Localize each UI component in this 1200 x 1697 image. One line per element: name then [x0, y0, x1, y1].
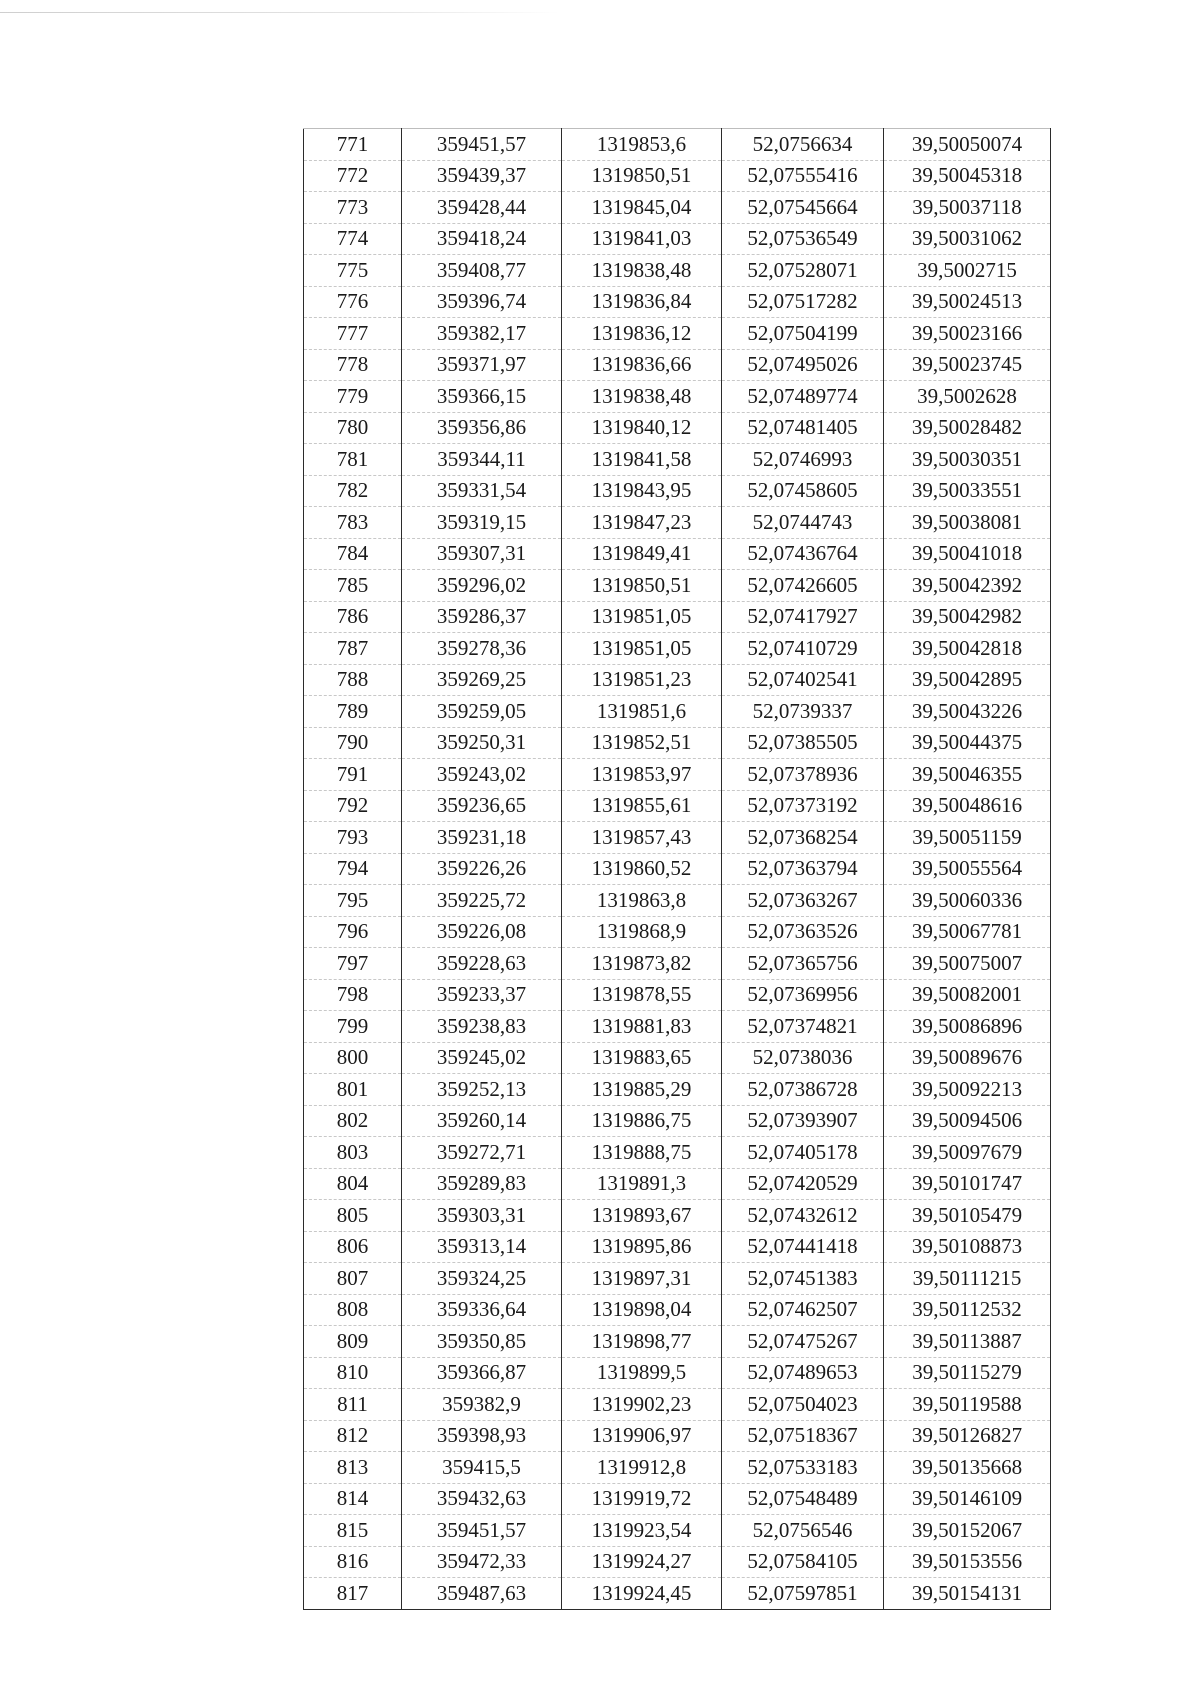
- longitude-cell: 39,50089676: [884, 1042, 1051, 1074]
- table-row: [304, 444, 1051, 476]
- latitude-cell: 52,07489774: [722, 381, 884, 413]
- x-coordinate-cell: 359356,86: [402, 412, 562, 444]
- point-number-cell: 797: [304, 948, 402, 980]
- longitude-cell: 39,50152067: [884, 1515, 1051, 1547]
- x-coordinate-cell: 359408,77: [402, 255, 562, 287]
- table-row: [304, 1452, 1051, 1484]
- x-coordinate-cell: 359344,11: [402, 444, 562, 476]
- x-coordinate-cell: 359319,15: [402, 507, 562, 539]
- point-number-cell: 783: [304, 507, 402, 539]
- latitude-cell: 52,0756634: [722, 129, 884, 161]
- point-number-cell: 814: [304, 1483, 402, 1515]
- x-coordinate-cell: 359382,17: [402, 318, 562, 350]
- longitude-cell: 39,50108873: [884, 1231, 1051, 1263]
- point-number-cell: 779: [304, 381, 402, 413]
- point-number-cell: 816: [304, 1546, 402, 1578]
- y-coordinate-cell: 1319893,67: [562, 1200, 722, 1232]
- table-row: [304, 1483, 1051, 1515]
- point-number-cell: 778: [304, 349, 402, 381]
- longitude-cell: 39,50041018: [884, 538, 1051, 570]
- latitude-cell: 52,07451383: [722, 1263, 884, 1295]
- point-number-cell: 815: [304, 1515, 402, 1547]
- longitude-cell: 39,50028482: [884, 412, 1051, 444]
- longitude-cell: 39,50023166: [884, 318, 1051, 350]
- longitude-cell: 39,50126827: [884, 1420, 1051, 1452]
- table-row: [304, 349, 1051, 381]
- coordinates-table: [303, 128, 1051, 1610]
- x-coordinate-cell: 359228,63: [402, 948, 562, 980]
- point-number-cell: 788: [304, 664, 402, 696]
- table-row: [304, 192, 1051, 224]
- table-row: [304, 538, 1051, 570]
- table-row: [304, 570, 1051, 602]
- x-coordinate-cell: 359238,83: [402, 1011, 562, 1043]
- point-number-cell: 798: [304, 979, 402, 1011]
- y-coordinate-cell: 1319841,58: [562, 444, 722, 476]
- x-coordinate-cell: 359451,57: [402, 1515, 562, 1547]
- x-coordinate-cell: 359371,97: [402, 349, 562, 381]
- latitude-cell: 52,0738036: [722, 1042, 884, 1074]
- point-number-cell: 793: [304, 822, 402, 854]
- y-coordinate-cell: 1319897,31: [562, 1263, 722, 1295]
- x-coordinate-cell: 359243,02: [402, 759, 562, 791]
- x-coordinate-cell: 359432,63: [402, 1483, 562, 1515]
- x-coordinate-cell: 359398,93: [402, 1420, 562, 1452]
- longitude-cell: 39,50115279: [884, 1357, 1051, 1389]
- table-row: [304, 916, 1051, 948]
- table-row: [304, 1357, 1051, 1389]
- latitude-cell: 52,07436764: [722, 538, 884, 570]
- y-coordinate-cell: 1319851,05: [562, 633, 722, 665]
- table-row: [304, 1200, 1051, 1232]
- x-coordinate-cell: 359250,31: [402, 727, 562, 759]
- longitude-cell: 39,50092213: [884, 1074, 1051, 1106]
- x-coordinate-cell: 359439,37: [402, 160, 562, 192]
- longitude-cell: 39,50042895: [884, 664, 1051, 696]
- y-coordinate-cell: 1319849,41: [562, 538, 722, 570]
- point-number-cell: 786: [304, 601, 402, 633]
- table-row: [304, 507, 1051, 539]
- longitude-cell: 39,50082001: [884, 979, 1051, 1011]
- x-coordinate-cell: 359415,5: [402, 1452, 562, 1484]
- latitude-cell: 52,07518367: [722, 1420, 884, 1452]
- table-row: [304, 381, 1051, 413]
- latitude-cell: 52,07458605: [722, 475, 884, 507]
- latitude-cell: 52,07475267: [722, 1326, 884, 1358]
- latitude-cell: 52,07363794: [722, 853, 884, 885]
- table-row: [304, 696, 1051, 728]
- latitude-cell: 52,07417927: [722, 601, 884, 633]
- point-number-cell: 802: [304, 1105, 402, 1137]
- point-number-cell: 812: [304, 1420, 402, 1452]
- x-coordinate-cell: 359245,02: [402, 1042, 562, 1074]
- longitude-cell: 39,50135668: [884, 1452, 1051, 1484]
- longitude-cell: 39,50037118: [884, 192, 1051, 224]
- y-coordinate-cell: 1319919,72: [562, 1483, 722, 1515]
- point-number-cell: 772: [304, 160, 402, 192]
- table-row: [304, 885, 1051, 917]
- x-coordinate-cell: 359366,15: [402, 381, 562, 413]
- table-row: [304, 318, 1051, 350]
- table-row: [304, 255, 1051, 287]
- y-coordinate-cell: 1319841,03: [562, 223, 722, 255]
- y-coordinate-cell: 1319902,23: [562, 1389, 722, 1421]
- point-number-cell: 800: [304, 1042, 402, 1074]
- y-coordinate-cell: 1319888,75: [562, 1137, 722, 1169]
- latitude-cell: 52,0756546: [722, 1515, 884, 1547]
- table-row: [304, 1011, 1051, 1043]
- y-coordinate-cell: 1319912,8: [562, 1452, 722, 1484]
- x-coordinate-cell: 359418,24: [402, 223, 562, 255]
- longitude-cell: 39,50050074: [884, 129, 1051, 161]
- point-number-cell: 804: [304, 1168, 402, 1200]
- longitude-cell: 39,50153556: [884, 1546, 1051, 1578]
- latitude-cell: 52,07536549: [722, 223, 884, 255]
- y-coordinate-cell: 1319863,8: [562, 885, 722, 917]
- point-number-cell: 817: [304, 1578, 402, 1610]
- table-row: [304, 759, 1051, 791]
- y-coordinate-cell: 1319899,5: [562, 1357, 722, 1389]
- point-number-cell: 803: [304, 1137, 402, 1169]
- x-coordinate-cell: 359428,44: [402, 192, 562, 224]
- point-number-cell: 808: [304, 1294, 402, 1326]
- y-coordinate-cell: 1319898,77: [562, 1326, 722, 1358]
- point-number-cell: 805: [304, 1200, 402, 1232]
- latitude-cell: 52,07363267: [722, 885, 884, 917]
- longitude-cell: 39,50097679: [884, 1137, 1051, 1169]
- point-number-cell: 781: [304, 444, 402, 476]
- latitude-cell: 52,07420529: [722, 1168, 884, 1200]
- longitude-cell: 39,50033551: [884, 475, 1051, 507]
- point-number-cell: 796: [304, 916, 402, 948]
- longitude-cell: 39,50060336: [884, 885, 1051, 917]
- latitude-cell: 52,07597851: [722, 1578, 884, 1610]
- longitude-cell: 39,50024513: [884, 286, 1051, 318]
- longitude-cell: 39,50094506: [884, 1105, 1051, 1137]
- table-row: [304, 1042, 1051, 1074]
- y-coordinate-cell: 1319886,75: [562, 1105, 722, 1137]
- x-coordinate-cell: 359236,65: [402, 790, 562, 822]
- x-coordinate-cell: 359382,9: [402, 1389, 562, 1421]
- table-row: [304, 1074, 1051, 1106]
- longitude-cell: 39,50031062: [884, 223, 1051, 255]
- table-row: [304, 160, 1051, 192]
- table-row: [304, 1515, 1051, 1547]
- table-row: [304, 1137, 1051, 1169]
- point-number-cell: 785: [304, 570, 402, 602]
- point-number-cell: 795: [304, 885, 402, 917]
- point-number-cell: 799: [304, 1011, 402, 1043]
- table-row: [304, 1263, 1051, 1295]
- x-coordinate-cell: 359226,26: [402, 853, 562, 885]
- point-number-cell: 807: [304, 1263, 402, 1295]
- latitude-cell: 52,07489653: [722, 1357, 884, 1389]
- latitude-cell: 52,07432612: [722, 1200, 884, 1232]
- coordinates-table-body: [304, 129, 1051, 1610]
- x-coordinate-cell: 359269,25: [402, 664, 562, 696]
- table-row: [304, 979, 1051, 1011]
- x-coordinate-cell: 359231,18: [402, 822, 562, 854]
- table-row: [304, 790, 1051, 822]
- longitude-cell: 39,50030351: [884, 444, 1051, 476]
- x-coordinate-cell: 359396,74: [402, 286, 562, 318]
- y-coordinate-cell: 1319851,23: [562, 664, 722, 696]
- x-coordinate-cell: 359350,85: [402, 1326, 562, 1358]
- table-row: [304, 601, 1051, 633]
- longitude-cell: 39,50042818: [884, 633, 1051, 665]
- y-coordinate-cell: 1319924,45: [562, 1578, 722, 1610]
- table-row: [304, 1168, 1051, 1200]
- table-row: [304, 223, 1051, 255]
- longitude-cell: 39,50075007: [884, 948, 1051, 980]
- latitude-cell: 52,07533183: [722, 1452, 884, 1484]
- longitude-cell: 39,50038081: [884, 507, 1051, 539]
- point-number-cell: 813: [304, 1452, 402, 1484]
- y-coordinate-cell: 1319873,82: [562, 948, 722, 980]
- latitude-cell: 52,07504199: [722, 318, 884, 350]
- scan-artifact-line: [0, 12, 560, 13]
- table-row: [304, 475, 1051, 507]
- y-coordinate-cell: 1319850,51: [562, 160, 722, 192]
- x-coordinate-cell: 359252,13: [402, 1074, 562, 1106]
- point-number-cell: 790: [304, 727, 402, 759]
- point-number-cell: 794: [304, 853, 402, 885]
- table-row: [304, 633, 1051, 665]
- table-row: [304, 727, 1051, 759]
- latitude-cell: 52,07548489: [722, 1483, 884, 1515]
- point-number-cell: 773: [304, 192, 402, 224]
- longitude-cell: 39,50086896: [884, 1011, 1051, 1043]
- point-number-cell: 791: [304, 759, 402, 791]
- latitude-cell: 52,07495026: [722, 349, 884, 381]
- latitude-cell: 52,07545664: [722, 192, 884, 224]
- point-number-cell: 771: [304, 129, 402, 161]
- point-number-cell: 780: [304, 412, 402, 444]
- longitude-cell: 39,50119588: [884, 1389, 1051, 1421]
- latitude-cell: 52,07481405: [722, 412, 884, 444]
- table-row: [304, 853, 1051, 885]
- y-coordinate-cell: 1319883,65: [562, 1042, 722, 1074]
- x-coordinate-cell: 359324,25: [402, 1263, 562, 1295]
- latitude-cell: 52,07402541: [722, 664, 884, 696]
- longitude-cell: 39,50042982: [884, 601, 1051, 633]
- table-row: [304, 129, 1051, 161]
- y-coordinate-cell: 1319836,84: [562, 286, 722, 318]
- longitude-cell: 39,50113887: [884, 1326, 1051, 1358]
- latitude-cell: 52,07517282: [722, 286, 884, 318]
- y-coordinate-cell: 1319853,97: [562, 759, 722, 791]
- y-coordinate-cell: 1319895,86: [562, 1231, 722, 1263]
- table-row: [304, 1326, 1051, 1358]
- y-coordinate-cell: 1319836,12: [562, 318, 722, 350]
- y-coordinate-cell: 1319868,9: [562, 916, 722, 948]
- y-coordinate-cell: 1319838,48: [562, 381, 722, 413]
- table-row: [304, 1546, 1051, 1578]
- x-coordinate-cell: 359259,05: [402, 696, 562, 728]
- point-number-cell: 777: [304, 318, 402, 350]
- table-row: [304, 286, 1051, 318]
- latitude-cell: 52,07393907: [722, 1105, 884, 1137]
- point-number-cell: 809: [304, 1326, 402, 1358]
- y-coordinate-cell: 1319878,55: [562, 979, 722, 1011]
- x-coordinate-cell: 359272,71: [402, 1137, 562, 1169]
- y-coordinate-cell: 1319906,97: [562, 1420, 722, 1452]
- point-number-cell: 775: [304, 255, 402, 287]
- longitude-cell: 39,50105479: [884, 1200, 1051, 1232]
- x-coordinate-cell: 359451,57: [402, 129, 562, 161]
- point-number-cell: 806: [304, 1231, 402, 1263]
- latitude-cell: 52,07363526: [722, 916, 884, 948]
- longitude-cell: 39,50111215: [884, 1263, 1051, 1295]
- latitude-cell: 52,07504023: [722, 1389, 884, 1421]
- point-number-cell: 787: [304, 633, 402, 665]
- latitude-cell: 52,07385505: [722, 727, 884, 759]
- latitude-cell: 52,0739337: [722, 696, 884, 728]
- table-row: [304, 1389, 1051, 1421]
- point-number-cell: 782: [304, 475, 402, 507]
- longitude-cell: 39,50045318: [884, 160, 1051, 192]
- y-coordinate-cell: 1319847,23: [562, 507, 722, 539]
- y-coordinate-cell: 1319860,52: [562, 853, 722, 885]
- longitude-cell: 39,50048616: [884, 790, 1051, 822]
- latitude-cell: 52,07386728: [722, 1074, 884, 1106]
- y-coordinate-cell: 1319838,48: [562, 255, 722, 287]
- x-coordinate-cell: 359226,08: [402, 916, 562, 948]
- x-coordinate-cell: 359296,02: [402, 570, 562, 602]
- table-row: [304, 1294, 1051, 1326]
- point-number-cell: 784: [304, 538, 402, 570]
- x-coordinate-cell: 359233,37: [402, 979, 562, 1011]
- longitude-cell: 39,50023745: [884, 349, 1051, 381]
- x-coordinate-cell: 359225,72: [402, 885, 562, 917]
- latitude-cell: 52,07528071: [722, 255, 884, 287]
- latitude-cell: 52,07555416: [722, 160, 884, 192]
- latitude-cell: 52,07365756: [722, 948, 884, 980]
- table-row: [304, 1578, 1051, 1610]
- latitude-cell: 52,07410729: [722, 633, 884, 665]
- latitude-cell: 52,07426605: [722, 570, 884, 602]
- point-number-cell: 776: [304, 286, 402, 318]
- latitude-cell: 52,07584105: [722, 1546, 884, 1578]
- x-coordinate-cell: 359472,33: [402, 1546, 562, 1578]
- y-coordinate-cell: 1319881,83: [562, 1011, 722, 1043]
- y-coordinate-cell: 1319857,43: [562, 822, 722, 854]
- longitude-cell: 39,50044375: [884, 727, 1051, 759]
- point-number-cell: 811: [304, 1389, 402, 1421]
- longitude-cell: 39,50101747: [884, 1168, 1051, 1200]
- longitude-cell: 39,50154131: [884, 1578, 1051, 1610]
- y-coordinate-cell: 1319853,6: [562, 129, 722, 161]
- point-number-cell: 801: [304, 1074, 402, 1106]
- point-number-cell: 792: [304, 790, 402, 822]
- table-row: [304, 664, 1051, 696]
- y-coordinate-cell: 1319843,95: [562, 475, 722, 507]
- x-coordinate-cell: 359278,36: [402, 633, 562, 665]
- table-row: [304, 412, 1051, 444]
- table-row: [304, 1105, 1051, 1137]
- y-coordinate-cell: 1319840,12: [562, 412, 722, 444]
- latitude-cell: 52,07373192: [722, 790, 884, 822]
- longitude-cell: 39,50055564: [884, 853, 1051, 885]
- x-coordinate-cell: 359336,64: [402, 1294, 562, 1326]
- latitude-cell: 52,0744743: [722, 507, 884, 539]
- x-coordinate-cell: 359303,31: [402, 1200, 562, 1232]
- latitude-cell: 52,0746993: [722, 444, 884, 476]
- latitude-cell: 52,07462507: [722, 1294, 884, 1326]
- longitude-cell: 39,50112532: [884, 1294, 1051, 1326]
- x-coordinate-cell: 359260,14: [402, 1105, 562, 1137]
- x-coordinate-cell: 359307,31: [402, 538, 562, 570]
- y-coordinate-cell: 1319891,3: [562, 1168, 722, 1200]
- y-coordinate-cell: 1319898,04: [562, 1294, 722, 1326]
- latitude-cell: 52,07405178: [722, 1137, 884, 1169]
- x-coordinate-cell: 359313,14: [402, 1231, 562, 1263]
- point-number-cell: 774: [304, 223, 402, 255]
- latitude-cell: 52,07378936: [722, 759, 884, 791]
- y-coordinate-cell: 1319855,61: [562, 790, 722, 822]
- table-row: [304, 822, 1051, 854]
- point-number-cell: 810: [304, 1357, 402, 1389]
- y-coordinate-cell: 1319852,51: [562, 727, 722, 759]
- y-coordinate-cell: 1319923,54: [562, 1515, 722, 1547]
- longitude-cell: 39,50043226: [884, 696, 1051, 728]
- table-row: [304, 948, 1051, 980]
- longitude-cell: 39,50042392: [884, 570, 1051, 602]
- x-coordinate-cell: 359331,54: [402, 475, 562, 507]
- x-coordinate-cell: 359487,63: [402, 1578, 562, 1610]
- y-coordinate-cell: 1319885,29: [562, 1074, 722, 1106]
- longitude-cell: 39,5002715: [884, 255, 1051, 287]
- x-coordinate-cell: 359289,83: [402, 1168, 562, 1200]
- y-coordinate-cell: 1319924,27: [562, 1546, 722, 1578]
- y-coordinate-cell: 1319845,04: [562, 192, 722, 224]
- longitude-cell: 39,50067781: [884, 916, 1051, 948]
- x-coordinate-cell: 359286,37: [402, 601, 562, 633]
- x-coordinate-cell: 359366,87: [402, 1357, 562, 1389]
- table-row: [304, 1420, 1051, 1452]
- latitude-cell: 52,07368254: [722, 822, 884, 854]
- longitude-cell: 39,50146109: [884, 1483, 1051, 1515]
- latitude-cell: 52,07374821: [722, 1011, 884, 1043]
- longitude-cell: 39,50051159: [884, 822, 1051, 854]
- point-number-cell: 789: [304, 696, 402, 728]
- latitude-cell: 52,07369956: [722, 979, 884, 1011]
- y-coordinate-cell: 1319851,05: [562, 601, 722, 633]
- longitude-cell: 39,50046355: [884, 759, 1051, 791]
- longitude-cell: 39,5002628: [884, 381, 1051, 413]
- y-coordinate-cell: 1319851,6: [562, 696, 722, 728]
- y-coordinate-cell: 1319836,66: [562, 349, 722, 381]
- y-coordinate-cell: 1319850,51: [562, 570, 722, 602]
- table-row: [304, 1231, 1051, 1263]
- latitude-cell: 52,07441418: [722, 1231, 884, 1263]
